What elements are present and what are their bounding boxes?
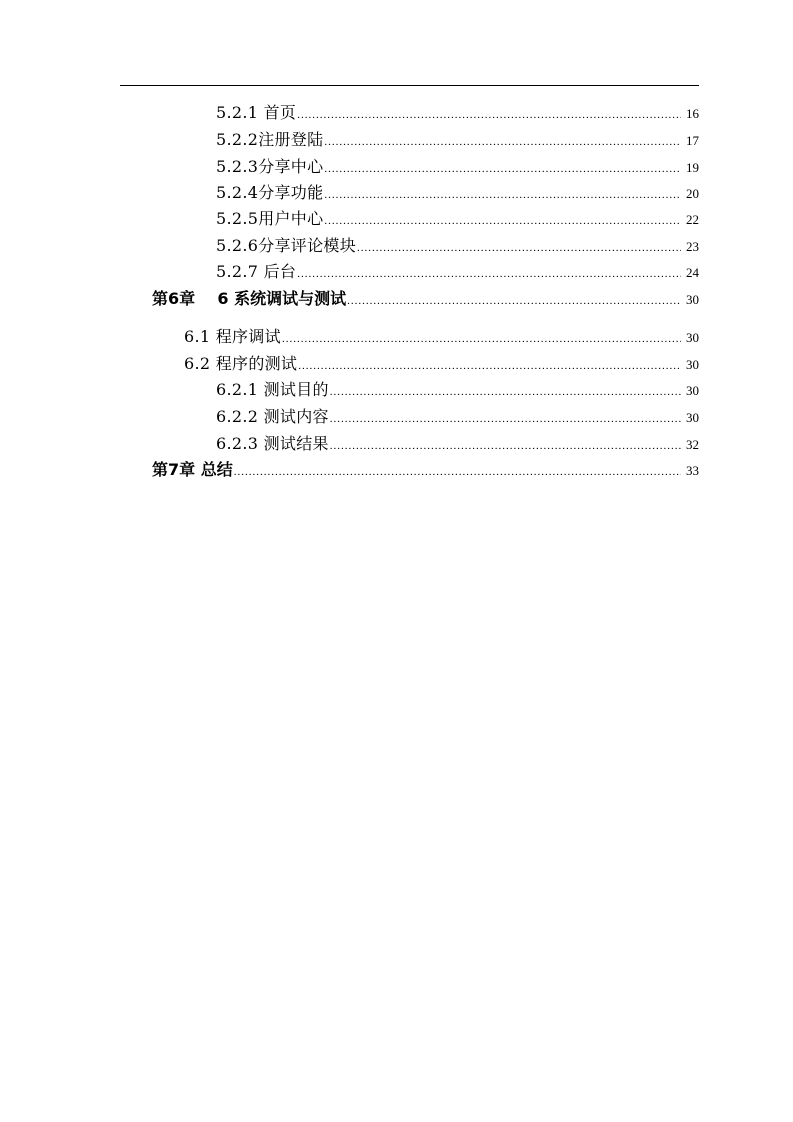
toc-entry-label: 5.2.2注册登陆 [216,130,324,149]
toc-entry-label: 6.1 程序调试 [184,327,281,346]
toc-entry-page: 24 [686,265,699,280]
toc-entry-page: 30 [686,330,699,345]
toc-entry-label: 6.2.3 测试结果 [216,434,329,453]
toc-entry[interactable] [216,127,699,149]
toc-entry-label: 6.2 程序的测试 [184,354,298,373]
toc-entry[interactable] [216,180,699,202]
toc-leader-dots [324,163,681,175]
toc-entry-page: 30 [686,357,699,372]
toc-entry-label: 5.2.3分享中心 [216,157,324,176]
toc-entry-page: 30 [686,410,699,425]
toc-leader-dots [324,136,681,148]
toc-entry-label: 6.2.2 测试内容 [216,407,329,426]
toc-entry-page: 22 [686,212,699,227]
toc-chapter-entry[interactable] [152,457,699,479]
toc-entry-page: 17 [686,133,699,148]
toc-entry[interactable] [216,100,699,122]
toc-leader-dots [357,242,681,254]
toc-entry[interactable] [216,233,699,255]
toc-entry-page: 30 [686,383,699,398]
toc-leader-dots [297,268,681,280]
toc-leader-dots [282,333,681,345]
toc-entry-page: 20 [686,186,699,201]
toc-leader-dots [330,413,681,425]
toc-entry[interactable] [216,206,699,228]
toc-entry-label: 6.2.1 测试目的 [216,380,329,399]
toc-leader-dots [234,466,681,478]
toc-entry-page: 33 [686,463,699,478]
toc-entry-label: 第6章 6 系统调试与测试 [152,289,347,308]
toc-leader-dots [324,189,681,201]
toc-entry[interactable] [216,404,699,426]
toc-entry-page: 16 [686,106,699,121]
toc-entry-page: 19 [686,160,699,175]
header-rule [120,85,699,86]
toc-entry-label: 5.2.5用户中心 [216,209,324,228]
toc-entry-label: 第7章 总结 [152,460,233,479]
toc-entry[interactable] [216,154,699,176]
toc-entry-page: 30 [686,292,699,307]
toc-leader-dots [324,215,681,227]
toc-entry-label: 5.2.1 首页 [216,103,297,122]
toc-entry-page: 32 [686,437,699,452]
toc-entry[interactable] [184,324,699,346]
toc-leader-dots [347,295,681,307]
toc-entry-page: 23 [686,239,699,254]
toc-leader-dots [330,386,681,398]
toc-entry[interactable] [216,259,699,281]
toc-leader-dots [330,440,681,452]
toc-leader-dots [297,109,681,121]
toc-entry-label: 5.2.7 后台 [216,262,297,281]
toc-leader-dots [298,360,681,372]
toc-entry-label: 5.2.6分享评论模块 [216,236,357,255]
toc-entry[interactable] [216,431,699,453]
toc-entry[interactable] [216,377,699,399]
toc-entry-label: 5.2.4分享功能 [216,183,324,202]
toc-entry[interactable] [184,351,699,373]
toc-chapter-entry[interactable] [152,286,699,308]
